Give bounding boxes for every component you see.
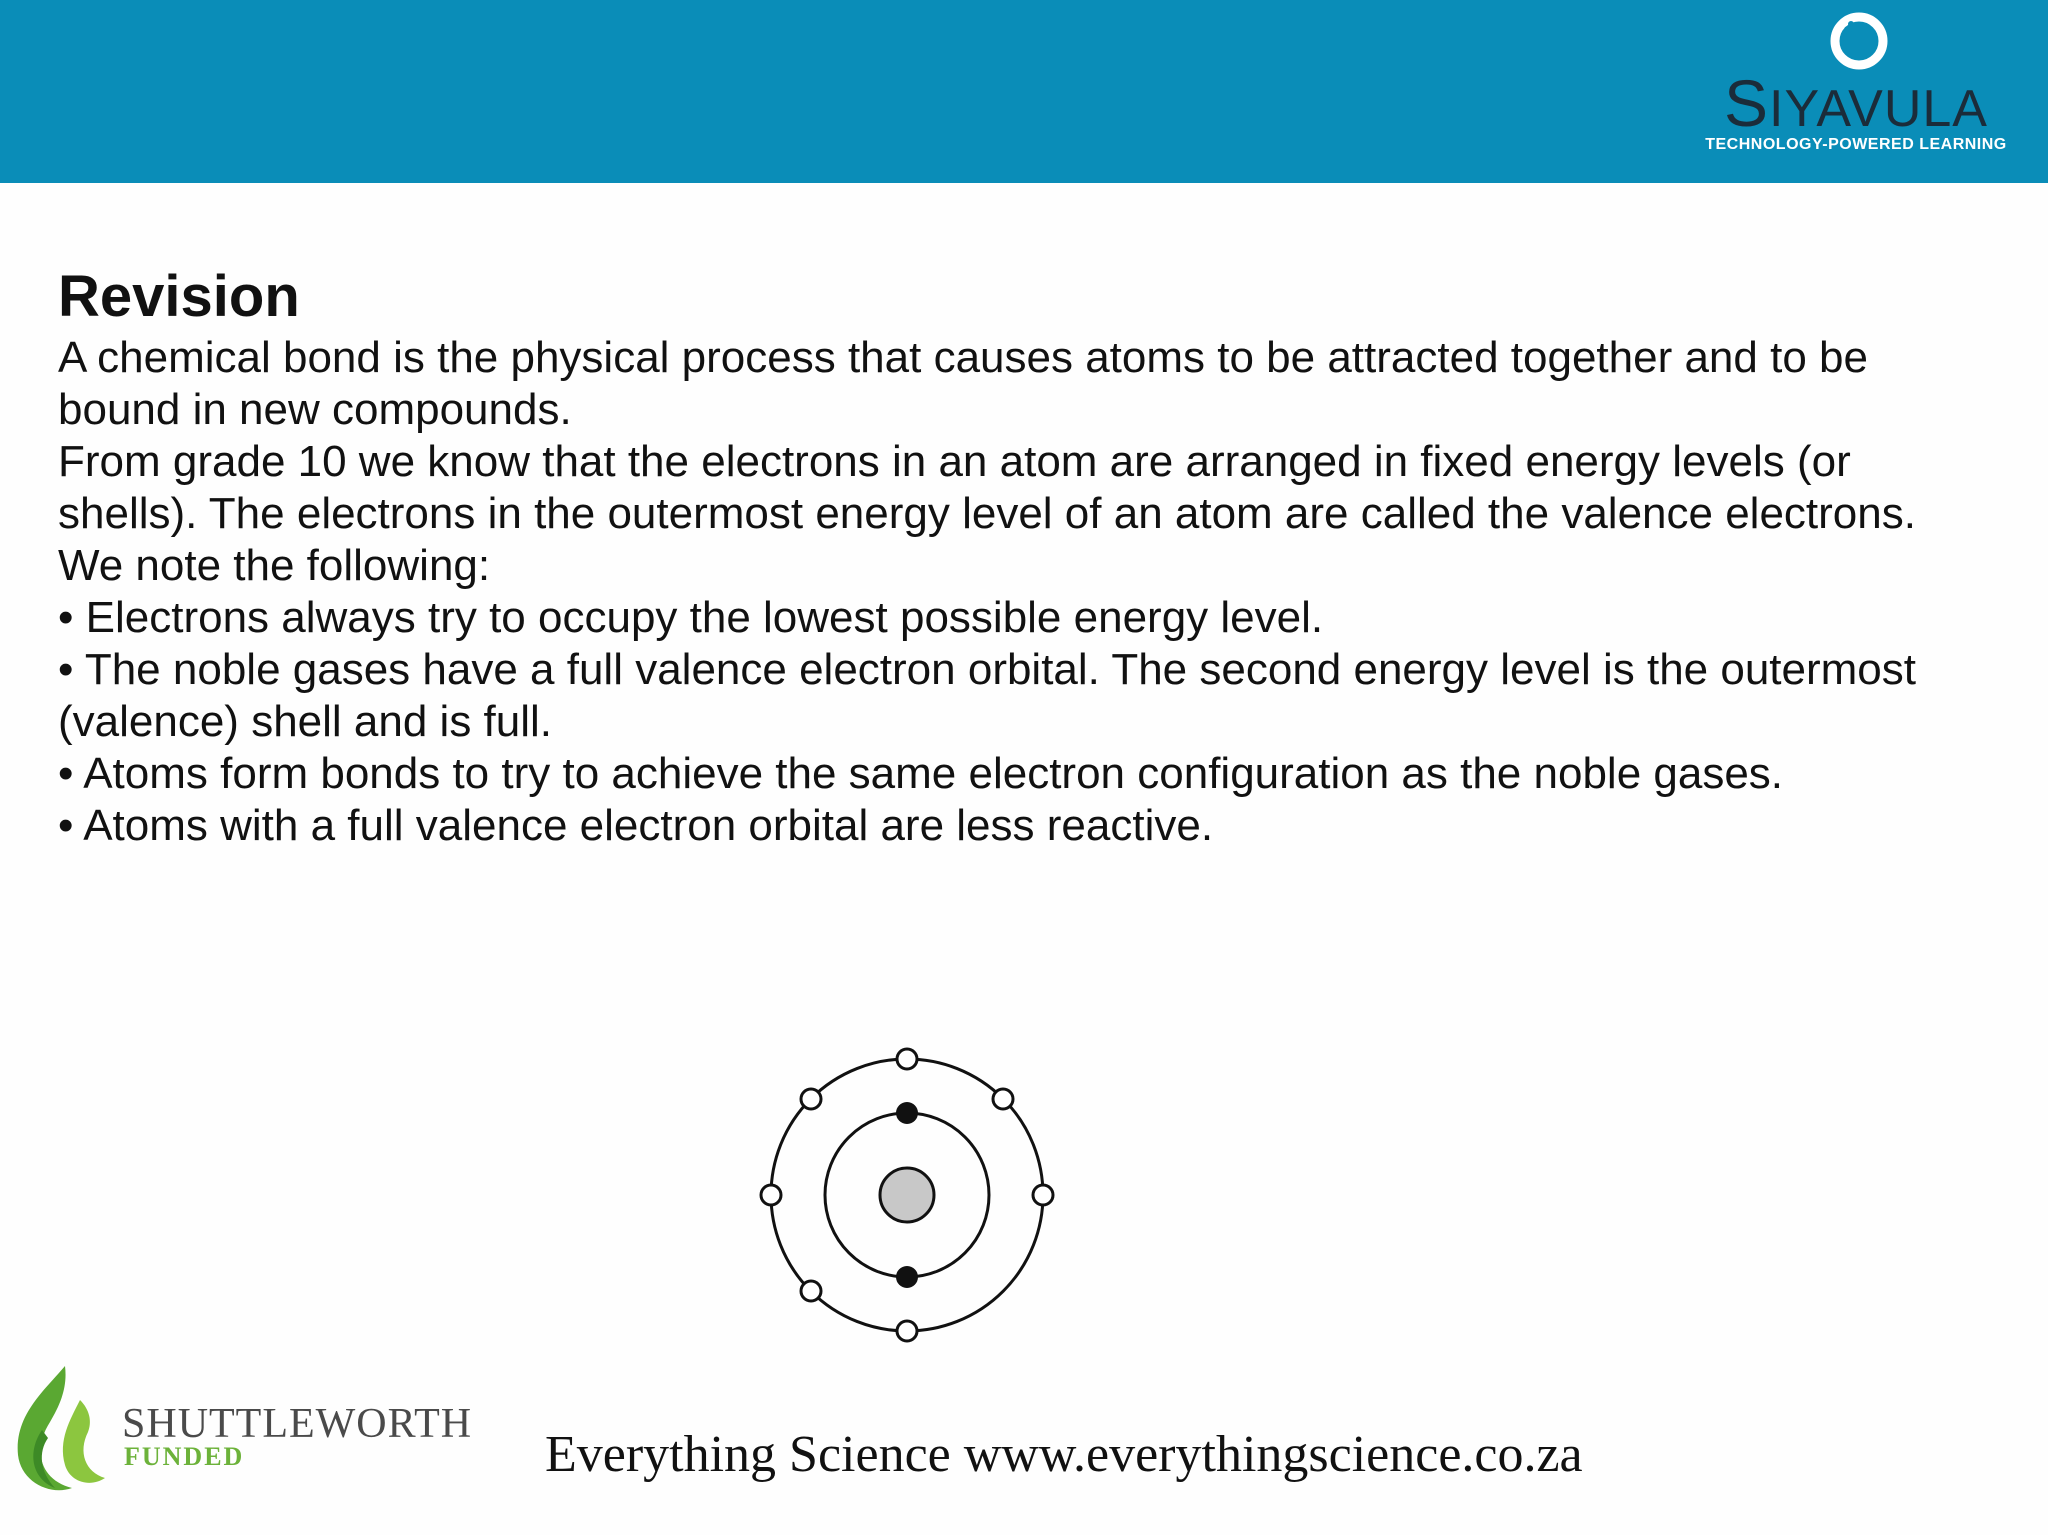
inner-electron bbox=[896, 1266, 918, 1288]
siyavula-tagline: TECHNOLOGY-POWERED LEARNING bbox=[1705, 136, 2007, 153]
bullet-form-bonds: • Atoms form bonds to try to achieve the same electron configuration as the noble gases. bbox=[58, 749, 1784, 798]
nucleus bbox=[880, 1168, 934, 1222]
inner-electron bbox=[896, 1102, 918, 1124]
outer-electron bbox=[897, 1321, 917, 1341]
outer-electron bbox=[801, 1281, 821, 1301]
bullet-noble-gases: • The noble gases have a full valence electron orbital. The second energy level is the outermost (valence) shell and is full. bbox=[58, 645, 1916, 746]
slide-content bbox=[58, 262, 1978, 852]
paragraph-energy-levels: From grade 10 we know that the electrons in an atom are arranged in fixed energy levels (or shells). The electrons in the outermost energy level of an atom are called the valence electrons. bbox=[58, 437, 1916, 538]
siyavula-wordmark bbox=[1686, 68, 2026, 144]
outer-electron bbox=[801, 1089, 821, 1109]
header-bar bbox=[0, 0, 2048, 183]
paragraph-note-following: We note the following: bbox=[58, 541, 491, 590]
funder-label: FUNDED bbox=[124, 1442, 245, 1471]
paragraph-chemical-bond: A chemical bond is the physical process that causes atoms to be attracted together and to be bound in new compounds. bbox=[58, 333, 1868, 434]
funder-name: SHUTTLEWORTH bbox=[122, 1401, 473, 1447]
shuttleworth-funded-logo bbox=[10, 1360, 480, 1500]
outer-electron bbox=[897, 1049, 917, 1069]
atom-shell-diagram bbox=[752, 1040, 1062, 1350]
outer-electron bbox=[1033, 1185, 1053, 1205]
outer-electron bbox=[761, 1185, 781, 1205]
site-footer-text: Everything Science www.everythingscience.co.za bbox=[545, 1426, 1583, 1483]
flame-icon bbox=[10, 1360, 120, 1500]
siyavula-wordmark-cap: S bbox=[1724, 66, 1770, 140]
bullet-lowest-energy: • Electrons always try to occupy the lowest possible energy level. bbox=[58, 593, 1324, 642]
siyavula-wordmark-rest: IYAVULA bbox=[1769, 80, 1988, 138]
siyavula-logo-icon bbox=[1826, 8, 1892, 74]
siyavula-logo bbox=[1686, 8, 2026, 158]
slide-title: Revision bbox=[58, 264, 300, 329]
outer-electron bbox=[993, 1089, 1013, 1109]
bullet-less-reactive: • Atoms with a full valence electron orbital are less reactive. bbox=[58, 801, 1214, 850]
